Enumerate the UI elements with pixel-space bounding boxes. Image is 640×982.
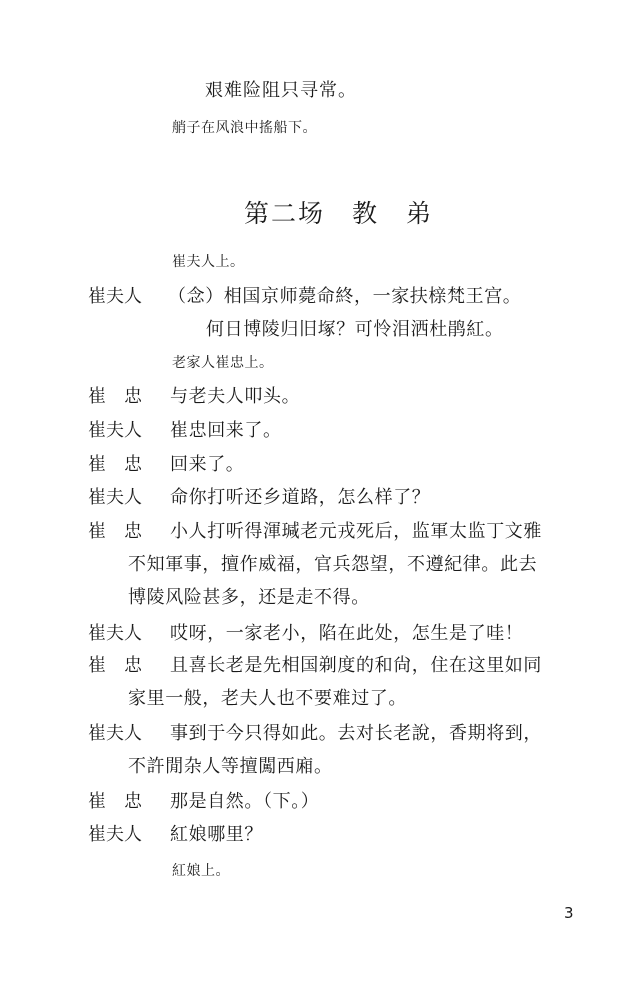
speaker: 崔 忠 (88, 454, 142, 475)
dialogue-line: 小人打听得渾瑊老元戎死后，监軍太监丁文雅 (170, 521, 542, 542)
speaker: 崔夫人 (88, 286, 142, 307)
dialogue-line: 崔忠回来了。 (170, 420, 282, 441)
stage-direction: 紅娘上。 (172, 863, 230, 879)
speaker: 崔 忠 (88, 655, 142, 676)
speaker: 崔夫人 (88, 623, 142, 644)
dialogue-line: 紅娘哪里？ (170, 824, 263, 845)
dialogue-line: 何日博陵归旧塚？可怜泪洒杜鹃紅。 (206, 319, 504, 340)
dialogue-line: 且喜长老是先相国剃度的和尙，住在这里如同 (170, 655, 542, 676)
dialogue-line: （念）相国京师薨命終，一家扶榇梵王宫。 (168, 286, 522, 307)
dialogue-line: 命你打听还乡道路，怎么样了？ (170, 487, 431, 508)
dialogue-line: 博陵风险甚多，还是走不得。 (128, 587, 370, 608)
opening-stage-direction: 艄子在风浪中搖船下。 (172, 120, 317, 136)
dialogue-line: 不知軍事，擅作威福，官兵怨望，不遵紀律。此去 (128, 554, 538, 575)
stage-direction: 老家人崔忠上。 (172, 355, 274, 371)
dialogue-line: 那是自然。（下。） (170, 791, 320, 812)
speaker: 崔夫人 (88, 487, 142, 508)
speaker: 崔 忠 (88, 791, 142, 812)
speaker: 崔夫人 (88, 420, 142, 441)
dialogue-line: 与老夫人叩头。 (170, 386, 301, 407)
speaker: 崔 忠 (88, 521, 142, 542)
page-number: 3 (564, 904, 574, 922)
dialogue-line: 不許閒杂人等擅闖西廂。 (128, 756, 333, 777)
opening-verse: 艰难险阻只寻常。 (205, 80, 357, 101)
dialogue-line: 家里一般，老夫人也不要难过了。 (128, 688, 407, 709)
dialogue-line: 事到于今只得如此。去对长老說，香期将到， (170, 723, 542, 744)
speaker: 崔 忠 (88, 386, 142, 407)
speaker: 崔夫人 (88, 723, 142, 744)
scene-title: 第二场 教 弟 (244, 199, 434, 228)
stage-direction: 崔夫人上。 (172, 254, 245, 270)
speaker: 崔夫人 (88, 824, 142, 845)
dialogue-line: 回来了。 (170, 454, 245, 475)
dialogue-line: 哎呀，一家老小，陷在此处，怎生是了哇！ (170, 623, 524, 644)
